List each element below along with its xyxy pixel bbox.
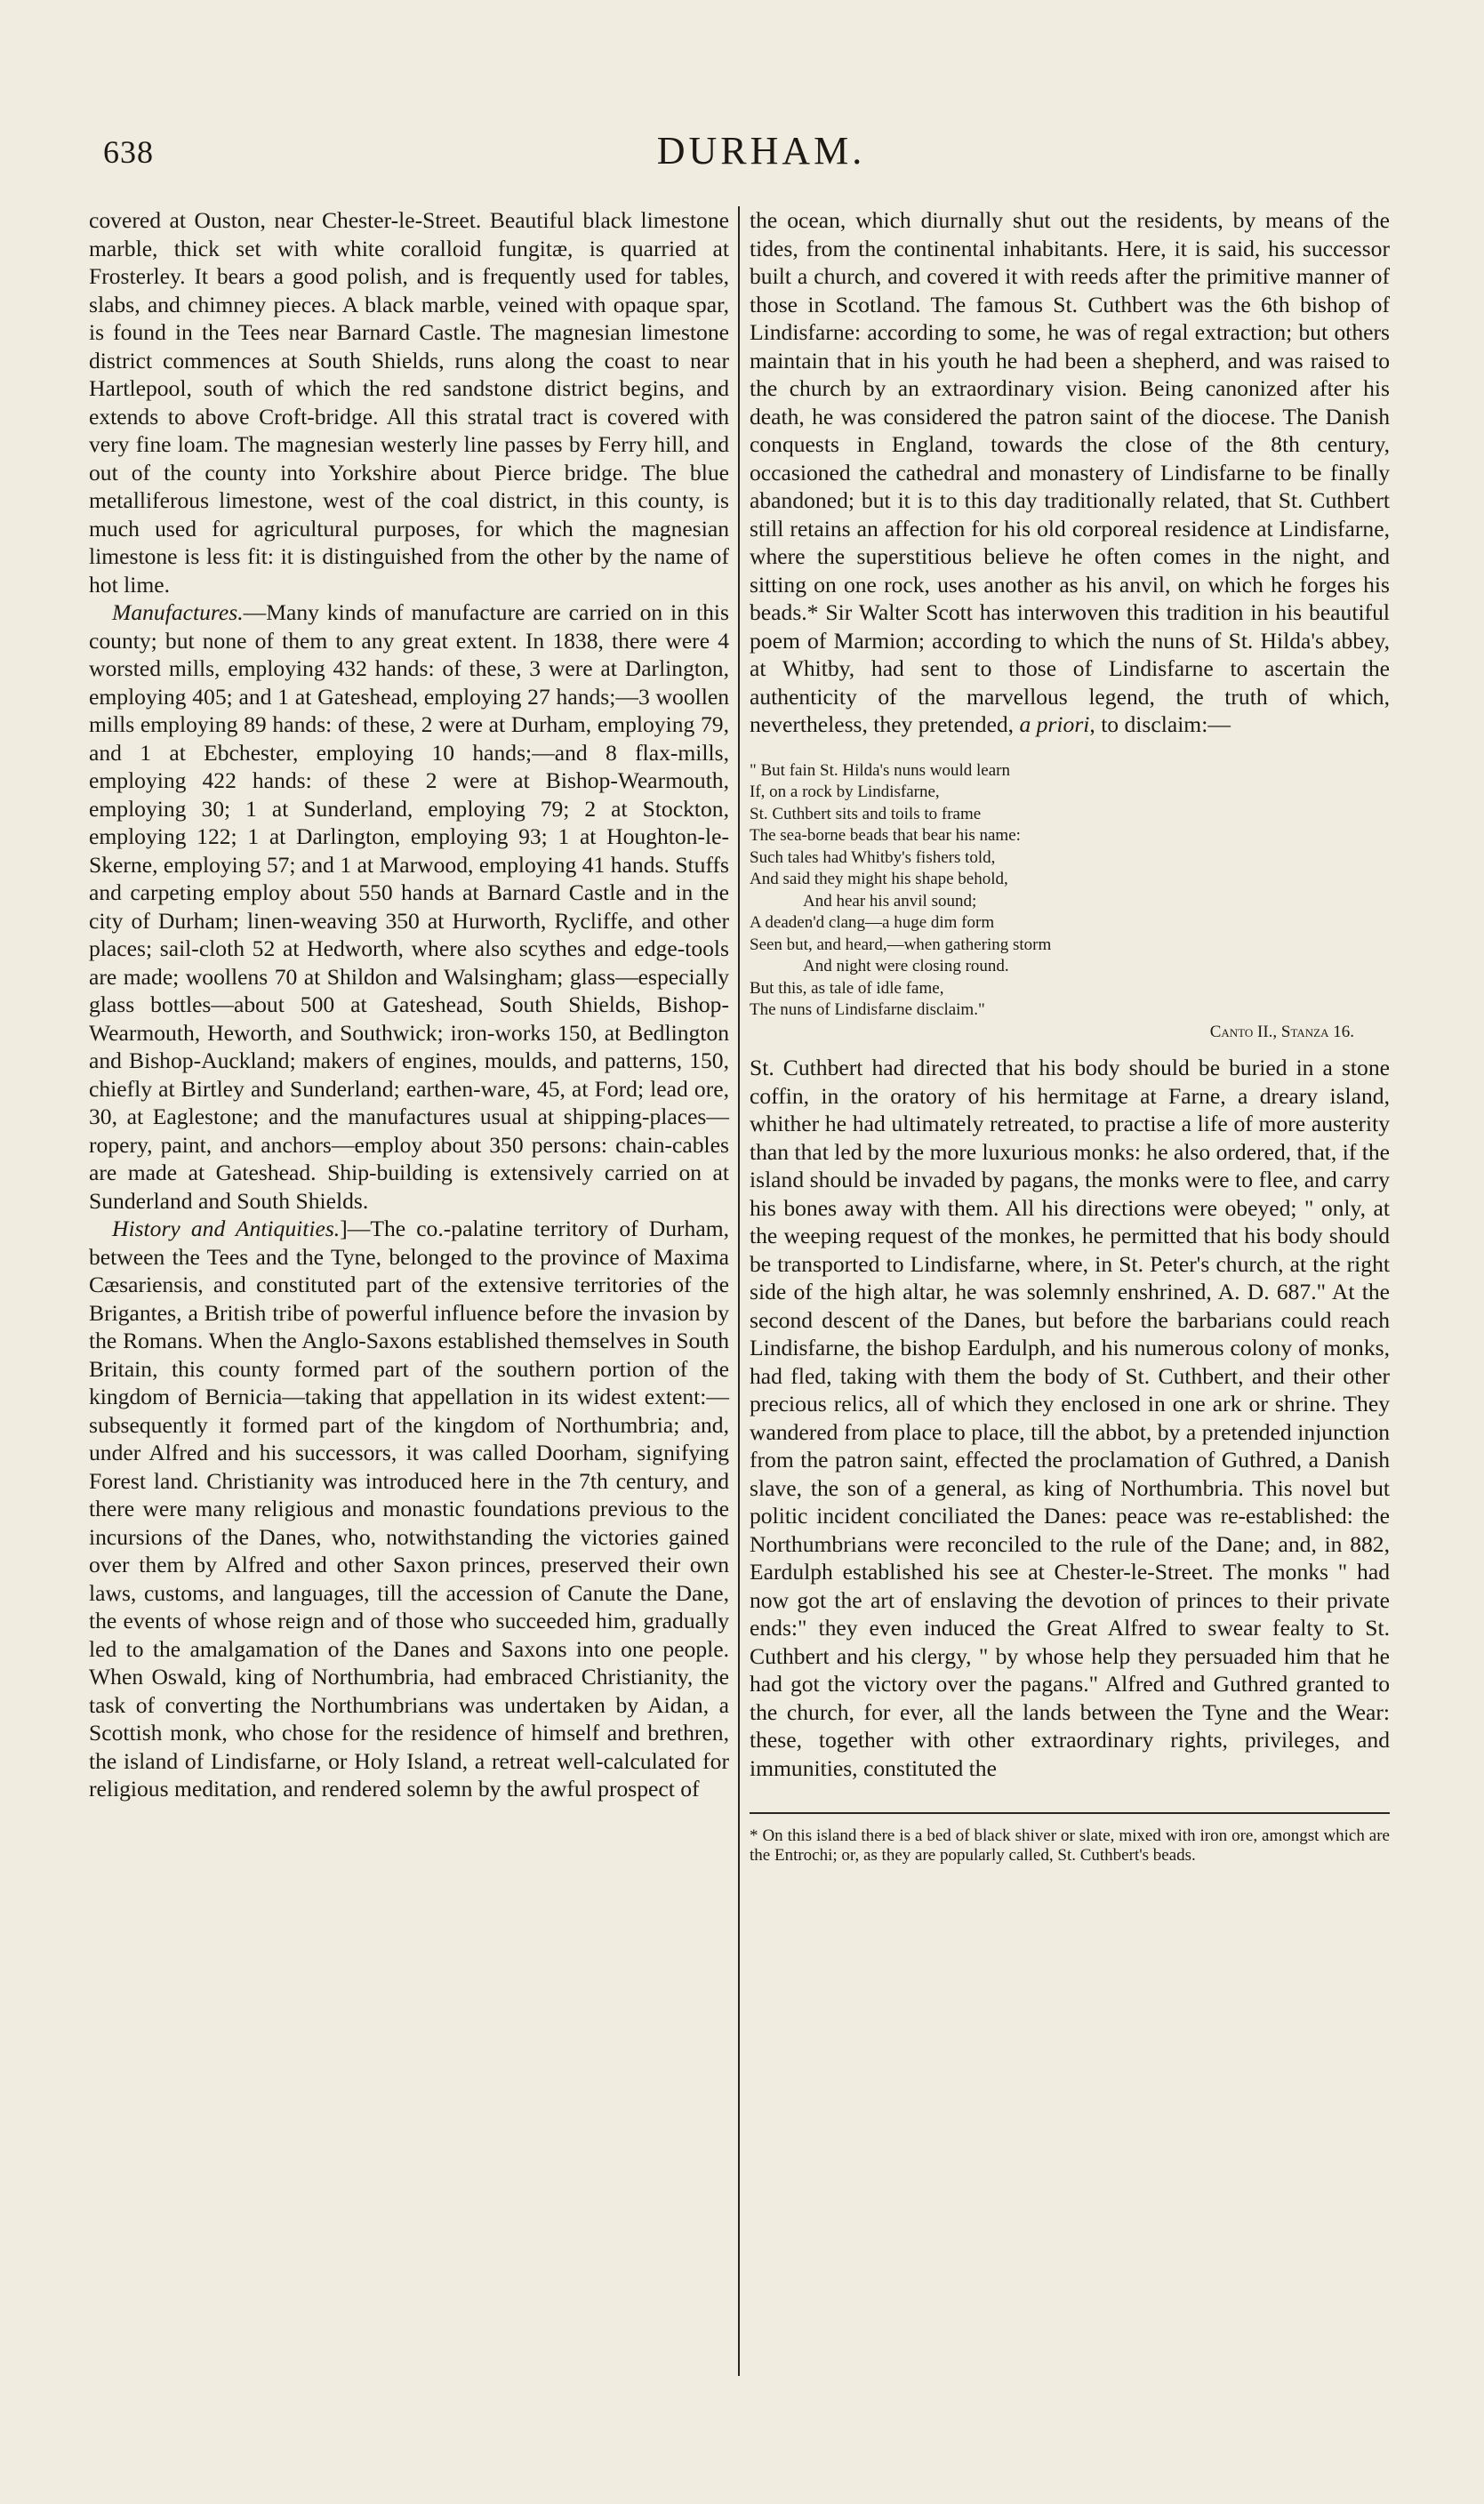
a-priori: a priori bbox=[1019, 711, 1090, 737]
paragraph-geology: covered at Ouston, near Chester-le-Street. Beautiful black limestone marble, thick set with white coralloid fungitæ, is quarried at Frosterley. It bears a good polish, and is frequently used for tables, slabs, and chimney pieces. A black marble, veined with opaque spar, is found in the Tees near Barnard Castle. The magnesian limestone district commences at South Shields, runs along the coast to near Hartlepool, south of which the red sandstone district begins, and extends to above Croft-bridge. All this stratal tract is covered with very fine loam. The magnesian westerly line passes by Ferry hill, and out of the county into Yorkshire about Pierce bridge. The blue metalliferous limestone, west of the coal district, in this county, is much used for agricultural purposes, for which the magnesian limestone is less fit: it is distinguished from the other by the name of hot lime. bbox=[89, 207, 729, 598]
paragraph-history bbox=[89, 1215, 729, 1803]
history-text: ]—The co.-palatine territory of Durham, between the Tees and the Tyne, belonged to the province of Maxima Cæsariensis, and constituted part of the extensive territories of the Brigantes, a British tribe of powerful influence before the invasion by the Romans. When the Anglo-Saxons established themselves in South Britain, this county formed part of the southern portion of the kingdom of Bernicia—taking that appellation in its widest extent:—subsequently it formed part of the kingdom of Northumbria; and, under Alfred and his successors, it was called Doorham, signifying Forest land. Christianity was introduced here in the 7th century, and there were many religious and monastic foundations previous to the incursions of the Danes, who, notwithstanding the victories gained over them by Alfred and other Saxon princes, preserved their own laws, customs, and languages, till the accession of Canute the Dane, the events of whose reign and of those who succeeded him, gradually led to the amalgamation of the Danes and Saxons into one people. When Oswald, king of Northumbria, had embraced Christianity, the task of converting the Northumbrians was undertaken by Aidan, a Scottish monk, who chose for the residence of himself and brethren, the island of Lindisfarne, or Holy Island, a retreat well-calculated for religious meditation, and rendered solemn by the awful prospect of bbox=[89, 1216, 729, 1802]
page-number: 638 bbox=[103, 134, 154, 170]
poem-line: Such tales had Whitby's fishers told, bbox=[750, 847, 996, 867]
poem-line: And hear his anvil sound; bbox=[803, 891, 977, 911]
poem-line: A deaden'd clang—a huge dim form bbox=[750, 913, 995, 932]
poem-line: " But fain St. Hilda's nuns would learn bbox=[750, 760, 1010, 780]
footnote-rule bbox=[750, 1812, 1390, 1814]
paragraph-cuthbert bbox=[750, 206, 1390, 739]
left-column bbox=[89, 206, 729, 1803]
paragraph-burial: St. Cuthbert had directed that his body should be buried in a stone coffin, in the oratory of his hermitage at Farne, a dreary island, whither he had ultimately retreated, to practise a life of more austerity than that led by the more luxurious monks: he also ordered, that, if the island should be invaded by pagans, the monks were to flee, and carry his bones away with them. All his directions were obeyed; " only, at the weeping request of the monkes, he permitted that his body should be transported to Lindisfarne, where, in St. Peter's church, at the right side of the high altar, he was solemnly enshrined, A. D. 687." At the second descent of the Danes, but before the barbarians could reach Lindisfarne, the bishop Eardulph, and his numerous colony of monks, had fled, taking with them the body of St. Cuthbert, and their other precious relics, all of which they enclosed in one ark or shrine. They wandered from place to place, till the abbot, by a pretended injunction from the patron saint, effected the proclamation of Guthred, a Danish slave, the son of a general, as king of Northumbria. This novel but politic incident conciliated the Danes: peace was re-established: the Northumbrians were reconciled to the rule of the Dane; and, in 882, Eardulph established his see at Chester-le-Street. The monks " had now got the art of enslaving the devotion of princes to their private ends:" they even induced the Great Alfred to swear fealty to St. Cuthbert and his clergy, " by whose help they persuaded him that he had got the victory over the pagans." Alfred and Guthred granted to the church, for ever, all the lands between the Tyne and the Wear: these, together with other extraordinary rights, privileges, and immunities, constituted the bbox=[750, 1055, 1391, 1781]
cuthbert-text: the ocean, which diurnally shut out the residents, by means of the tides, from the continental inhabitants. Here, it is said, his successor built a church, and covered it with reeds after the primitive manner of those in Scotland. The famous St. Cuthbert was the 6th bishop of Lindisfarne: according to some, he was of regal extraction; but others maintain that in his youth he had been a shepherd, and was raised to the church by an extraordinary vision. Being canonized after his death, he was considered the patron saint of the diocese. The Danish conquests in England, towards the close of the 8th century, occasioned the cathedral and monastery of Lindisfarne to be finally abandoned; but it is to this day traditionally related, that St. Cuthbert still retains an affection for his old corporeal residence at Lindisfarne, where the superstitious believe he often comes in the night, and sitting on one rock, uses another as his anvil, on which he forges his beads.* Sir Walter Scott has interwoven this tradition in his beautiful poem of Marmion; according to which the nuns of St. Hilda's abbey, at Whitby, had sent to those of Lindisfarne to ascertain the authenticity of the marvellous legend, the truth of which, nevertheless, they pretended, bbox=[750, 207, 1390, 737]
poem-line: The nuns of Lindisfarne disclaim." bbox=[750, 1000, 985, 1019]
cuthbert-text-end: , to disclaim:— bbox=[1089, 711, 1231, 737]
poem-line: Seen but, and heard,—when gathering storm bbox=[750, 935, 1052, 954]
poem-line: If, on a rock by Lindisfarne, bbox=[750, 782, 940, 801]
poem-line: And said they might his shape behold, bbox=[750, 870, 1008, 888]
history-heading: History and Antiquities. bbox=[112, 1216, 341, 1241]
manufactures-text: —Many kinds of manufacture are carried on in this county; but none of them to any great extent. In 1838, there were 4 worsted mills, employing 432 hands: of these, 3 were at Darlington, employing 405; and 1 at Gateshead, employing 27 hands;—3 woollen mills employing 89 hands: of these, 2 were at Durham, employing 79, and 1 at Ebchester, employing 10 hands;—and 8 flax-mills, employing 422 hands: of these 2 were at Bishop-Wearmouth, employing 30; 1 at Sunderland, employing 79; 2 at Stockton, employing 122; 1 at Darlington, employing 93; 1 at Houghton-le-Skerne, employing 57; and 1 at Marwood, employing 41 hands. Stuffs and carpeting employ about 550 hands at Barnard Castle and in the city of Durham; linen-weaving 350 at Hurworth, Rycliffe, and other places; sail-cloth 52 at Hedworth, where also scythes and edge-tools are made; woollens 70 at Shildon and Walsingham; glass—especially glass bottles—about 500 at Gateshead, South Shields, Bishop-Wearmouth, Heworth, and Southwick; iron-works 150, at Bedlington and Bishop-Auckland; makers of engines, moulds, and patterns, 150, chiefly at Birtley and Sunderland; earthen-ware, 45, at Ford; lead ore, 30, at Eaglestone; and the manufactures usual at shipping-places—ropery, paint, and anchors—employ about 350 persons: chain-cables are made at Gateshead. Ship-building is extensively carried on at Sunderland and South Shields. bbox=[89, 599, 729, 1214]
marmion-quotation bbox=[750, 760, 1390, 1044]
manufactures-heading: Manufactures. bbox=[112, 599, 244, 625]
paragraph-manufactures bbox=[89, 598, 729, 1215]
running-title: DURHAM. bbox=[656, 129, 866, 173]
right-column bbox=[750, 206, 1390, 1866]
poem-source: Canto II., Stanza 16. bbox=[1209, 1022, 1354, 1041]
footnote: * On this island there is a bed of black shiver or slate, mixed with iron ore, amongst which are the Entrochi; or, as they are popularly called, St. Cuthbert's beads. bbox=[750, 1826, 1390, 1865]
page-header bbox=[103, 124, 1419, 178]
poem-line: St. Cuthbert sits and toils to frame bbox=[750, 804, 982, 823]
poem-line: And night were closing round. bbox=[803, 957, 1009, 975]
poem-line: The sea-borne beads that bear his name: bbox=[750, 826, 1021, 845]
poem-line: But this, as tale of idle fame, bbox=[750, 978, 944, 998]
column-divider bbox=[738, 206, 740, 2376]
